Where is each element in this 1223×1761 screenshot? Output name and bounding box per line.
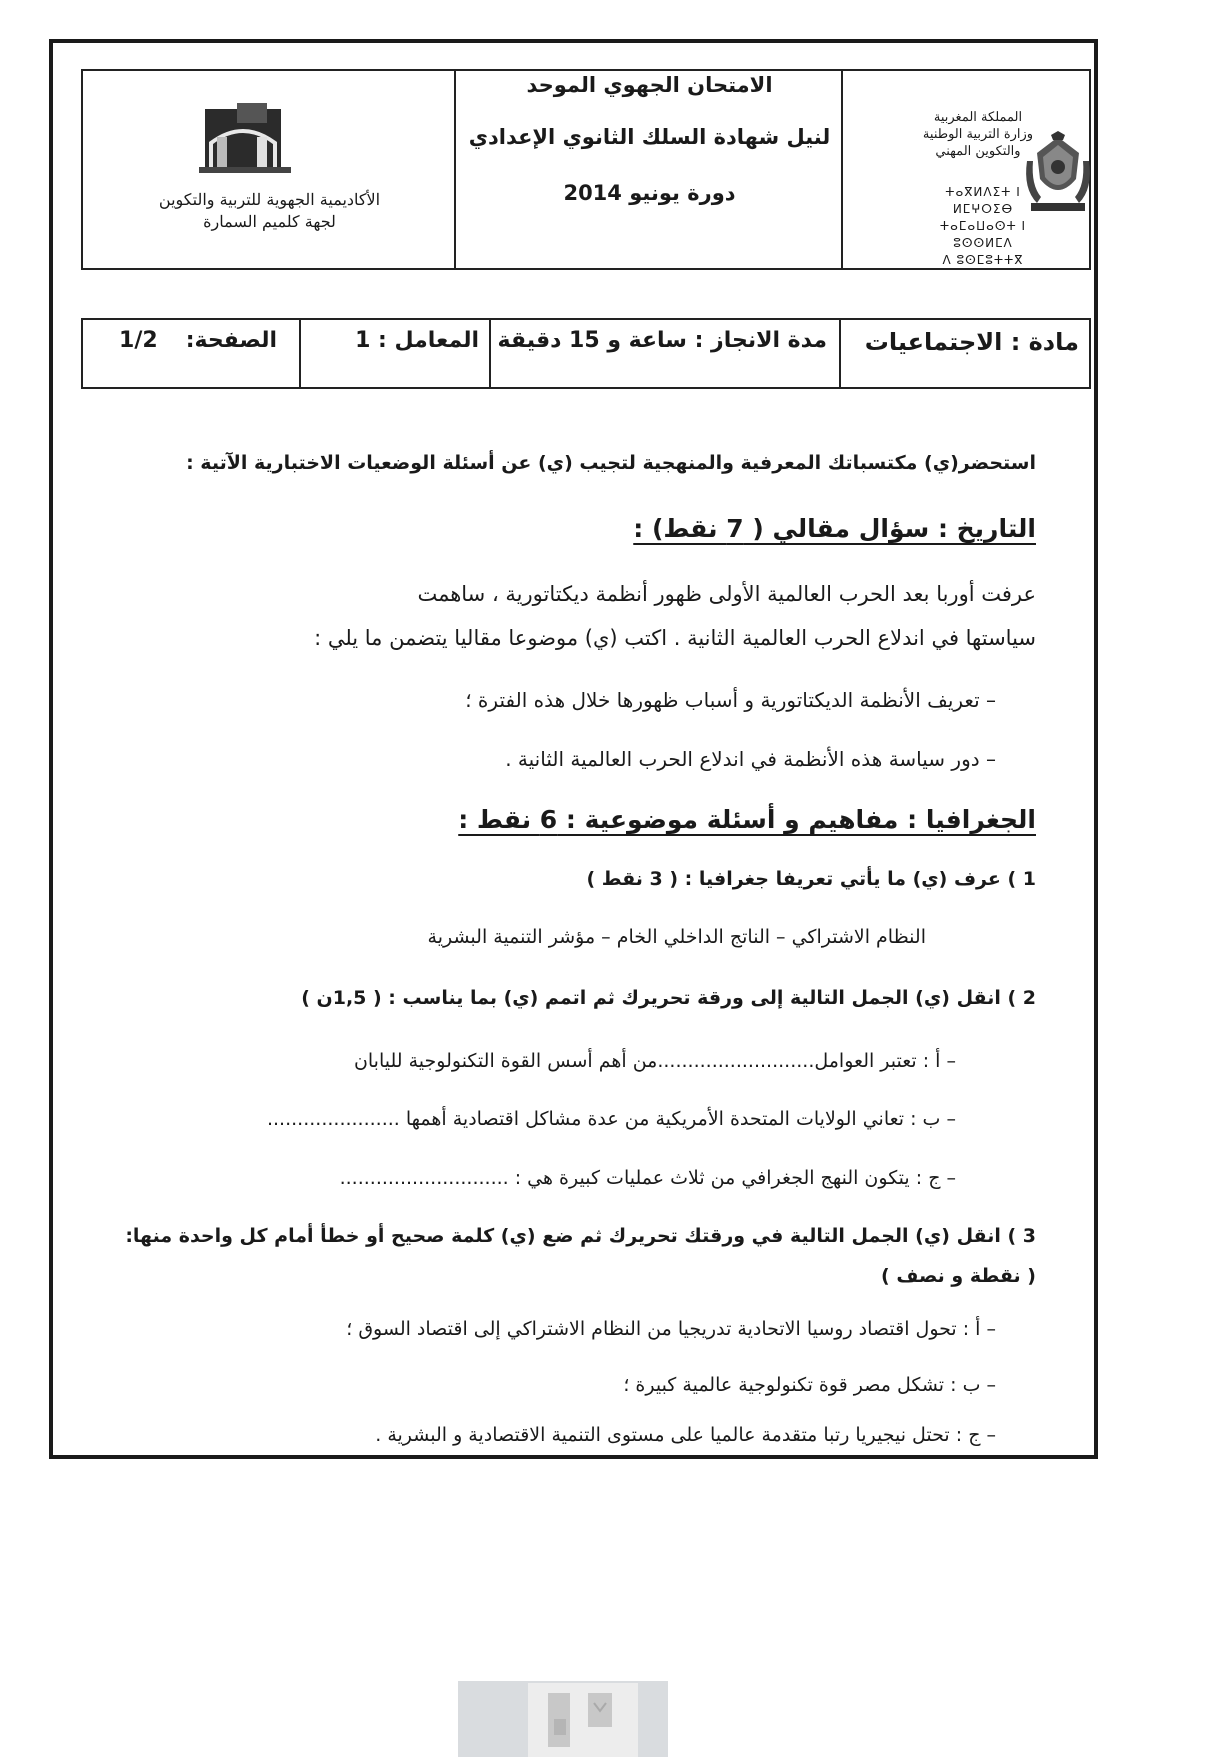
- ministry-line: المملكة المغربية: [933, 110, 1023, 125]
- tifinagh-line: ⵜⴰⵎⴰⵡⴰⵙⵜ ⵏ ⵓⵙⵙⵍⵎⴷ: [939, 219, 1027, 250]
- history-paragraph-line: سياستها في اندلاع الحرب العالمية الثانية . اكتب (ي) موضوعا مقاليا يتضمن ما يلي :: [314, 626, 1036, 650]
- question-2-item-a: – أ : تعتبر العوامل..........................من أهم أسس القوة التكنولوجية لليابان: [353, 1050, 956, 1072]
- tifinagh-line: ⴷ ⵓⵙⵎⵓⵜⵜⴳ: [942, 253, 1024, 267]
- page-cell: [83, 320, 299, 387]
- page-label: الصفحة:: [185, 328, 277, 353]
- history-task-item: – دور سياسة هذه الأنظمة في اندلاع الحرب العالمية الثانية .: [505, 747, 996, 771]
- history-task-item: – تعريف الأنظمة الديكتاتورية و أسباب ظهورها خلال هذه الفترة ؛: [465, 688, 996, 712]
- question-1: 1 ) عرف (ي) ما يأتي تعريفا جغرافيا : ( 3 نقط ): [586, 868, 1036, 890]
- question-2: 2 ) انقل (ي) الجمل التالية إلى ورقة تحريرك ثم اتمم (ي) بما يناسب : ( 1,5ن ): [301, 987, 1036, 1009]
- coefficient-cell: [299, 320, 489, 387]
- exam-title: الامتحان الجهوي الموحد: [526, 73, 773, 97]
- duration-cell: [489, 320, 839, 387]
- exam-info-bar: [81, 318, 1091, 389]
- question-3-points: ( نقطة و نصف ): [881, 1265, 1036, 1287]
- ministry-line: وزارة التربية الوطنية: [922, 127, 1034, 142]
- exam-header: [81, 69, 1091, 270]
- academy-line: لجهة كلميم السمارة: [203, 212, 336, 231]
- exam-certificate: لنيل شهادة السلك الثانوي الإعدادي: [468, 125, 831, 149]
- academy-block: [83, 71, 456, 268]
- question-3-item-b: – ب : تشكل مصر قوة تكنولوجية عالمية كبيرة ؛: [623, 1374, 996, 1396]
- instructions: استحضر(ي) مكتسباتك المعرفية والمنهجية لتجيب (ي) عن أسئلة الوضعيات الاختبارية الآتية :: [186, 452, 1036, 474]
- history-paragraph-line: عرفت أوربا بعد الحرب العالمية الأولى ظهور أنظمة ديكتاتورية ، ساهمت: [417, 582, 1036, 606]
- coefficient-label: المعامل : 1: [355, 328, 479, 353]
- duration-label: مدة الانجاز : ساعة و 15 دقيقة: [497, 328, 827, 353]
- subject-label: مادة : الاجتماعيات: [864, 328, 1079, 356]
- ministry-line: والتكوين المهني: [935, 144, 1021, 159]
- subject-cell: [839, 320, 1089, 387]
- scan-thumbnail: [458, 1681, 668, 1757]
- question-1-terms: النظام الاشتراكي – الناتج الداخلي الخام – مؤشر التنمية البشرية: [427, 926, 926, 948]
- question-2-item-c: – ج : يتكون النهج الجغرافي من ثلاث عمليات كبيرة هي : ............................: [339, 1167, 956, 1189]
- question-3-item-a: – أ : تحول اقتصاد روسيا الاتحادية تدريجيا من النظام الاشتراكي إلى اقتصاد السوق ؛: [346, 1318, 996, 1340]
- exam-title-block: [454, 71, 843, 268]
- page-number: 1/2: [119, 328, 158, 353]
- question-3: 3 ) انقل (ي) الجمل التالية في ورقتك تحريرك ثم ضع (ي) كلمة صحيح أو خطأ أمام كل واحدة منها:: [125, 1225, 1036, 1247]
- tifinagh-line: ⵜⴰⴳⵍⴷⵉⵜ ⵏ ⵍⵎⵖⵔⵉⴱ: [945, 185, 1021, 216]
- thumbnail-logo-icon: [528, 1683, 638, 1757]
- geography-section-title: الجغرافيا : مفاهيم و أسئلة موضوعية : 6 نقط :: [458, 805, 1036, 834]
- academy-line: الأكاديمية الجهوية للتربية والتكوين: [158, 190, 381, 209]
- question-3-item-c: – ج : تحتل نيجيريا رتبا متقدمة عالميا على مستوى التنمية الاقتصادية و البشرية .: [375, 1424, 996, 1446]
- academy-name: [83, 189, 456, 233]
- history-section-title: التاريخ : سؤال مقالي ( 7 نقط) :: [633, 514, 1036, 543]
- coat-of-arms-icon: [1023, 131, 1093, 217]
- question-2-item-b: – ب : تعاني الولايات المتحدة الأمريكية من عدة مشاكل اقتصادية أهمها ......................: [266, 1108, 956, 1130]
- exam-session: دورة يونيو 2014: [563, 181, 736, 205]
- ministry-block: [841, 71, 1089, 268]
- scan-thumbnail-image: [528, 1683, 638, 1757]
